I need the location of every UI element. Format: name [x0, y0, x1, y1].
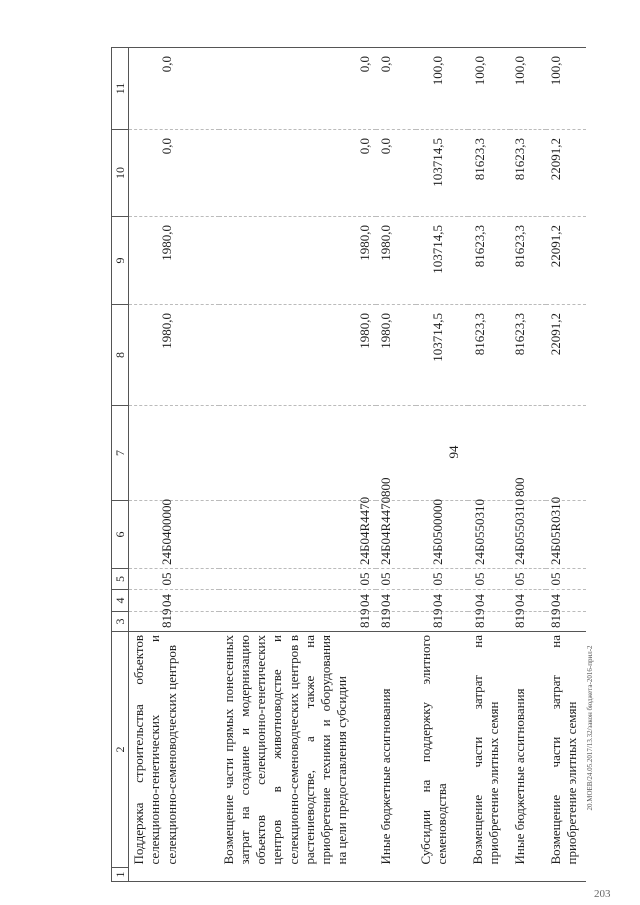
- target-article-code: 24Б04R4470: [376, 501, 416, 569]
- column-header: 6: [112, 501, 129, 569]
- value-col-11: 0,0: [129, 48, 219, 130]
- section-code: 04: [416, 590, 468, 612]
- value-col-9: 22091,2: [546, 217, 586, 305]
- column-header: 5: [112, 569, 129, 590]
- admin-code: 819: [468, 612, 510, 632]
- column-header: 9: [112, 217, 129, 305]
- row-name: Возмещение части затрат на приобретение элитных семян: [469, 635, 501, 865]
- admin-code: 819: [416, 612, 468, 632]
- target-article-code: 24Б0550310: [510, 501, 546, 569]
- column-header: 4: [112, 590, 129, 612]
- row-number-cell: [416, 868, 468, 882]
- value-col-10: 103714,5: [416, 130, 468, 217]
- target-article-code: 24Б04R4470: [219, 501, 376, 569]
- column-header: 7: [112, 406, 129, 501]
- section-code: 04: [376, 590, 416, 612]
- expense-type-code: [416, 406, 468, 501]
- expense-type-code: [468, 406, 510, 501]
- row-number-cell: [468, 868, 510, 882]
- column-header: 8: [112, 305, 129, 406]
- expense-type-code: [546, 406, 586, 501]
- row-number-cell: [546, 868, 586, 882]
- table-row: [468, 48, 510, 882]
- value-col-9: 1980,0: [219, 217, 376, 305]
- value-col-8: 103714,5: [416, 305, 468, 406]
- section-code: 04: [219, 590, 376, 612]
- row-number-cell: [129, 868, 219, 882]
- value-col-10: 81623,3: [468, 130, 510, 217]
- expense-type-code: [219, 406, 376, 501]
- admin-code: 819: [376, 612, 416, 632]
- subsection-code: 05: [510, 569, 546, 590]
- row-name: Поддержка строительства объектов селекционно-генетических и селекционно-семеноводческих центров: [131, 635, 179, 865]
- expense-type-code: 800: [510, 406, 546, 501]
- table-row: [510, 48, 546, 882]
- row-number-cell: [376, 868, 416, 882]
- subsection-code: 05: [376, 569, 416, 590]
- value-col-11: 100,0: [416, 48, 468, 130]
- row-name: Возмещение части затрат на приобретение элитных семян: [547, 635, 579, 865]
- target-article-code: 24Б05R0310: [546, 501, 586, 569]
- value-col-8: 22091,2: [546, 305, 586, 406]
- section-code: 04: [510, 590, 546, 612]
- subsection-code: 05: [219, 569, 376, 590]
- table-row: [546, 48, 586, 882]
- page-number: 94: [446, 445, 461, 459]
- value-col-9: 103714,5: [416, 217, 468, 305]
- column-header: 2: [112, 632, 129, 868]
- value-col-8: 1980,0: [219, 305, 376, 406]
- value-col-11: 100,0: [468, 48, 510, 130]
- value-col-9: 1980,0: [129, 217, 219, 305]
- value-col-10: 0,0: [219, 130, 376, 217]
- sheet-number: 203: [594, 888, 611, 900]
- table-row: [416, 48, 468, 882]
- section-code: 04: [129, 590, 219, 612]
- row-number-cell: [219, 868, 376, 882]
- admin-code: 819: [510, 612, 546, 632]
- section-code: 04: [546, 590, 586, 612]
- admin-code: 819: [219, 612, 376, 632]
- column-number-row: [112, 48, 129, 882]
- row-name: Иные бюджетные ассигнования: [377, 688, 393, 865]
- subsection-code: 05: [129, 569, 219, 590]
- value-col-8: 1980,0: [129, 305, 219, 406]
- table-row: [219, 48, 376, 882]
- row-name: Возмещение части прямых понесенных затрат на создание и модернизацию объектов селекционно-генетических центров в животноводстве и селекционно-семеноводческих центров в растениеводстве, а также на приобретение техники и оборудования на цели предоставления субсидии: [220, 635, 350, 865]
- expense-type-code: [129, 406, 219, 501]
- subsection-code: 05: [416, 569, 468, 590]
- table-row: [129, 48, 219, 882]
- column-header: 1: [112, 868, 129, 882]
- table-row: [376, 48, 416, 882]
- value-col-8: 81623,3: [510, 305, 546, 406]
- admin-code: 819: [546, 612, 586, 632]
- value-col-10: 81623,3: [510, 130, 546, 217]
- row-name: Иные бюджетные ассигнования: [511, 688, 527, 865]
- value-col-8: 81623,3: [468, 305, 510, 406]
- budget-table-rotated: [111, 48, 579, 882]
- target-article-code: 24Б0550310: [468, 501, 510, 569]
- value-col-11: 100,0: [546, 48, 586, 130]
- value-col-11: 0,0: [376, 48, 416, 130]
- expense-type-code: 800: [376, 406, 416, 501]
- value-col-10: 0,0: [129, 130, 219, 217]
- row-name: Субсидии на поддержку элитного семеноводства: [417, 635, 449, 865]
- value-col-9: 1980,0: [376, 217, 416, 305]
- subsection-code: 05: [546, 569, 586, 590]
- value-col-9: 81623,3: [510, 217, 546, 305]
- value-col-10: 22091,2: [546, 130, 586, 217]
- target-article-code: 24Б0500000: [416, 501, 468, 569]
- value-col-8: 1980,0: [376, 305, 416, 406]
- budget-table: [111, 47, 586, 882]
- value-col-9: 81623,3: [468, 217, 510, 305]
- target-article-code: 24Б0400000: [129, 501, 219, 569]
- subsection-code: 05: [468, 569, 510, 590]
- section-code: 04: [468, 590, 510, 612]
- column-header: 10: [112, 130, 129, 217]
- admin-code: 819: [129, 612, 219, 632]
- row-number-cell: [510, 868, 546, 882]
- value-col-10: 0,0: [376, 130, 416, 217]
- value-col-11: 0,0: [219, 48, 376, 130]
- footer-document-code: 20.МОЕВ/24.05.2017/13.32/закон бюджета-2016-прил-2: [586, 645, 594, 811]
- value-col-11: 100,0: [510, 48, 546, 130]
- column-header: 11: [112, 48, 129, 130]
- column-header: 3: [112, 612, 129, 632]
